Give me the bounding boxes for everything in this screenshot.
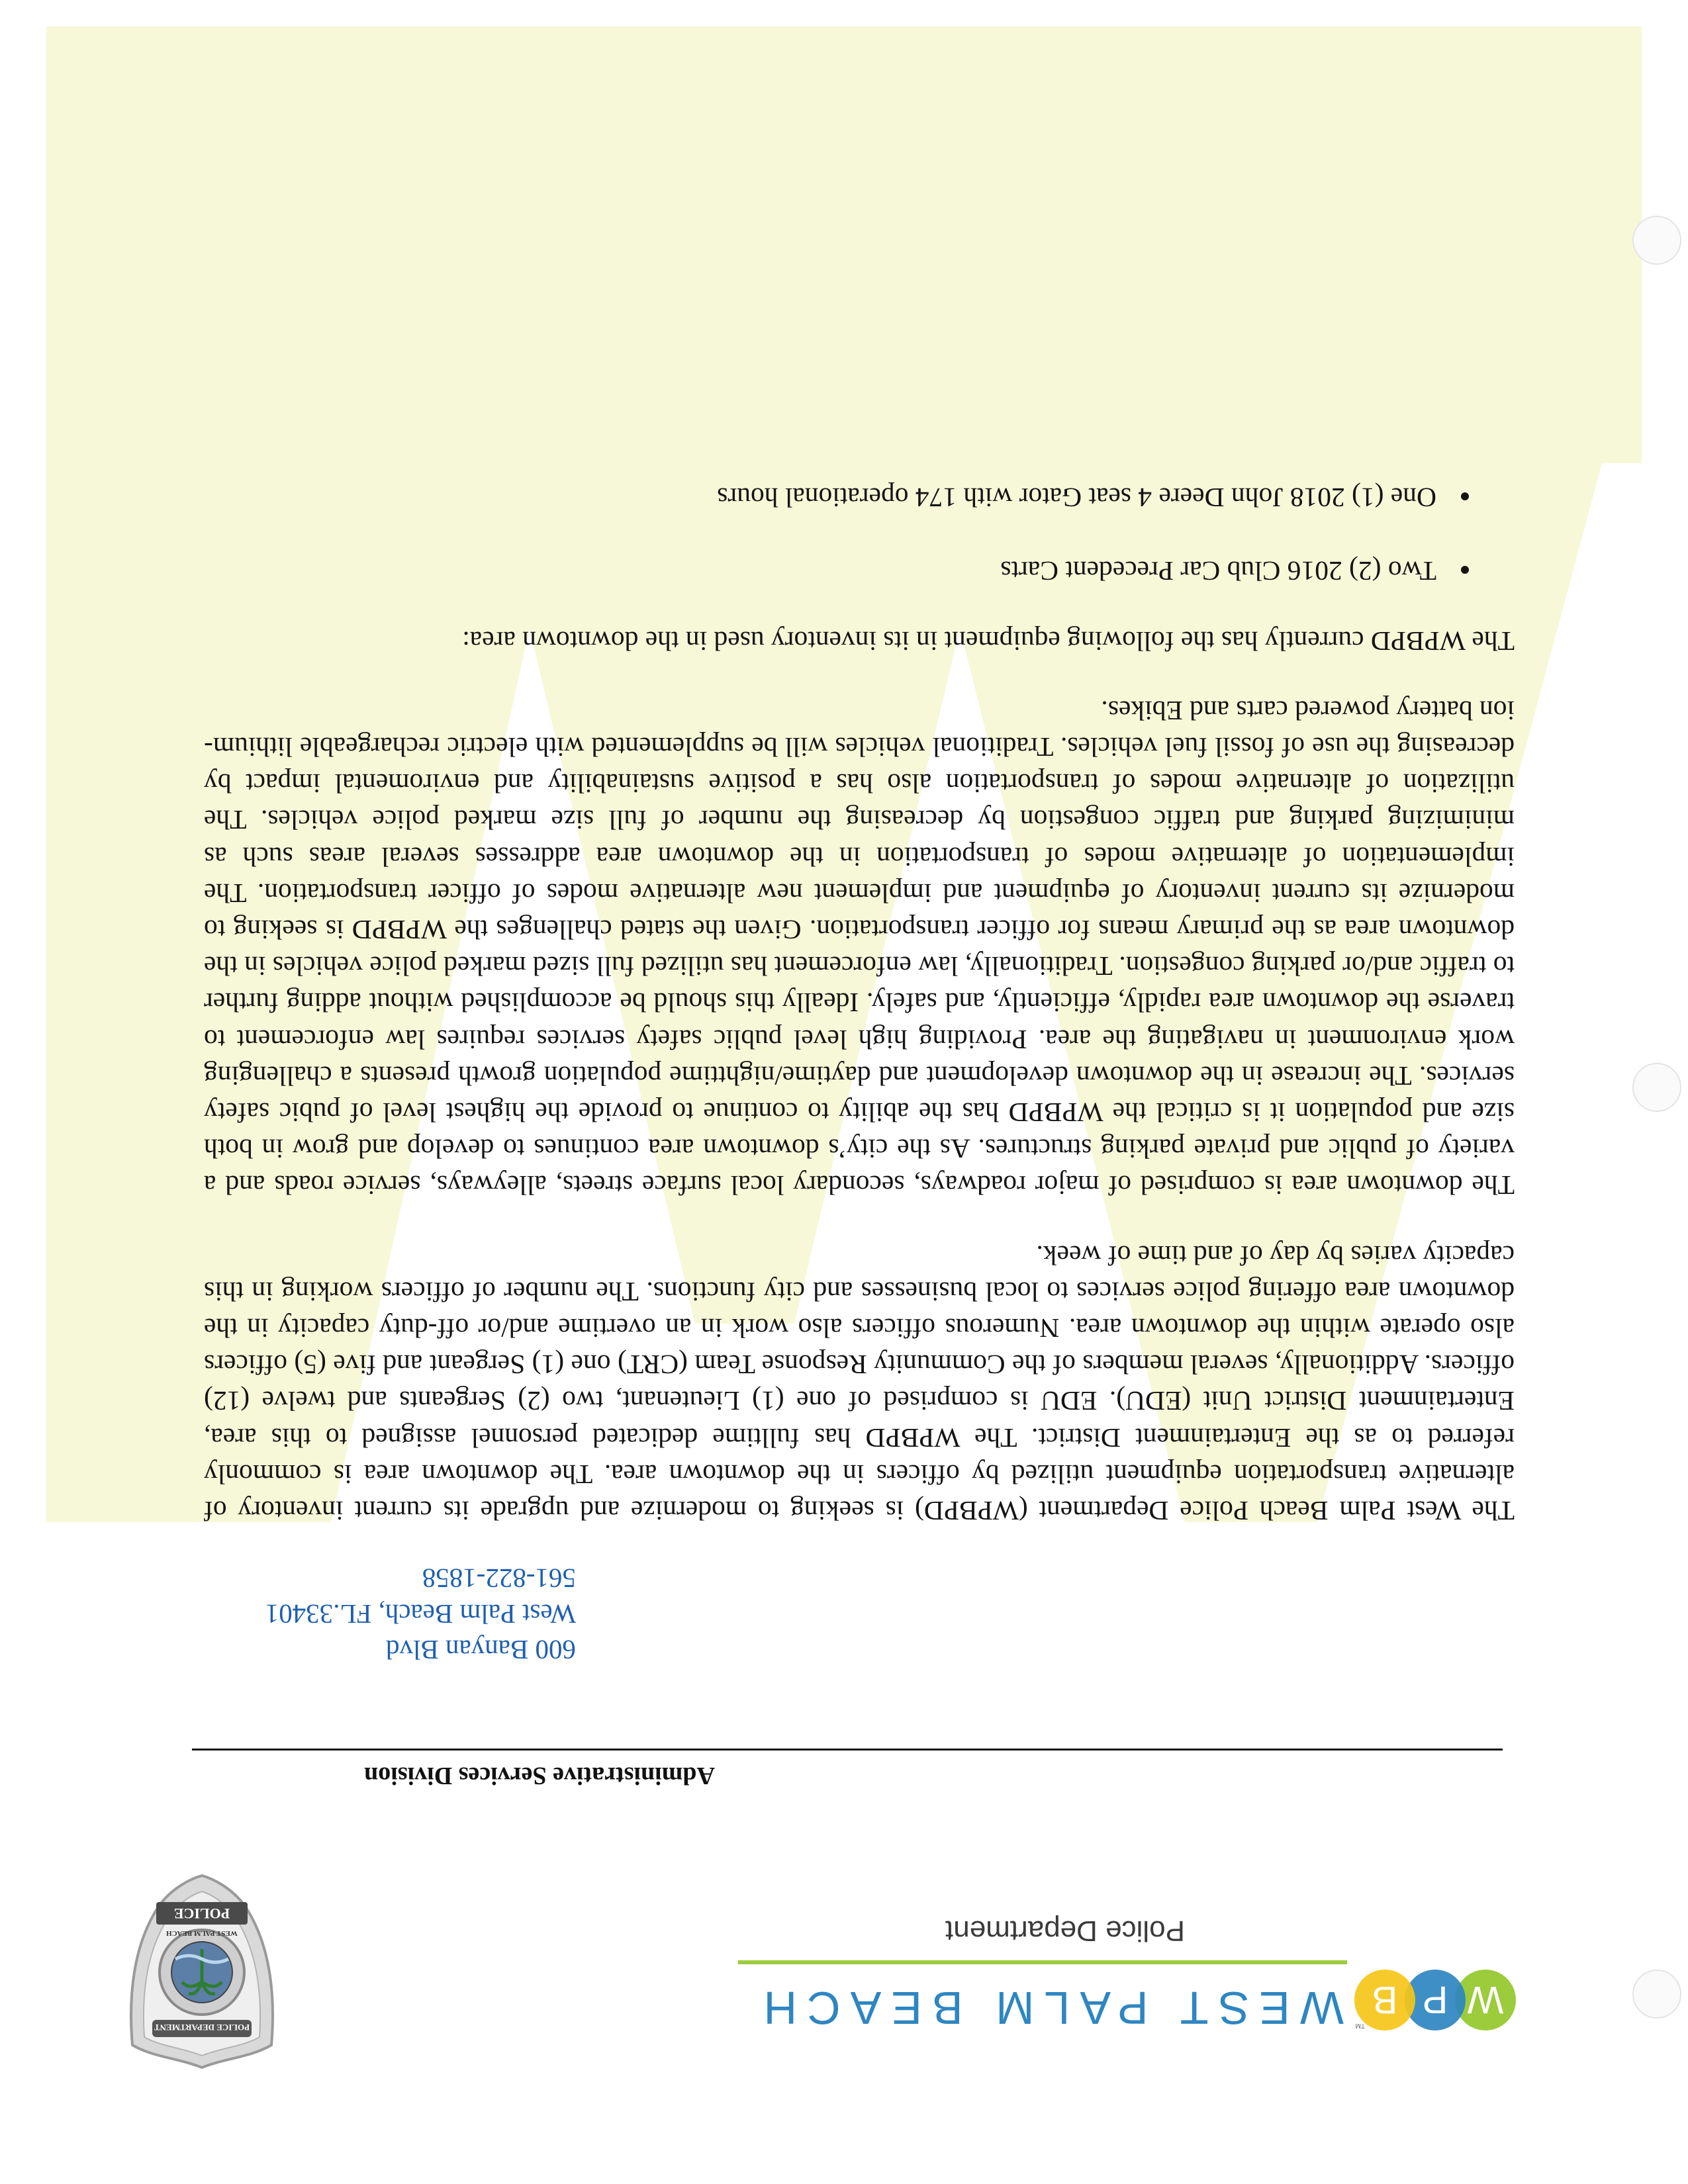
address-block [265,1561,576,1668]
division-rule [192,1749,1503,1751]
city-wordmark: WEST PALM BEACH [753,1982,1344,2034]
paragraph-inventory: The WPBPD currently has the following equipment in its inventory used in the downtown area: [462,625,1515,657]
equipment-item-gator: • One (1) 2018 John Deere 4 seat Gator with 174 operational hours [204,479,1448,516]
paragraph-intro: The West Palm Beach Police Department (WPBPD) is seeking to modernize and upgrade its current inventory of alternative transportation equipment utilized by officers in the downtown area. The downtown area is commonly referred to as the Entertainment District. The WPBPD has fulltime dedicated personnel assigned to this area, Entertainment District Unit (EDU). EDU is comprised of one (1) Lieutenant, two (2) Sergeants and twelve (12) officers. Additionally, several members of the Community Response Team (CRT) one (1) Sergeant and five (5) officers also operate within the downtown area. Numerous officers also work in an overtime and/or off-duty capacity in the downtown area offering police services to local businesses and city functions. The number of officers working in this capacity varies by day of and time of week. [204,1240,1515,1526]
logo-letter-b: B [1372,1978,1398,2021]
division-title: Administrative Services Division [364,1762,715,1790]
letterhead-rule [738,1960,1347,1964]
address-city: West Palm Beach, FL.33401 [265,1599,576,1629]
logo-letter-w: W [1467,1978,1504,2021]
address-phone: 561-822-1858 [422,1563,576,1594]
trademark-mark: TM [1355,2022,1365,2029]
police-badge [126,1873,278,2071]
department-label: Police Department [945,1915,1185,1947]
equipment-list [204,479,1515,589]
punch-hole-bottom [1632,216,1681,265]
punch-hole-top [1632,1970,1681,2019]
punch-hole-middle [1632,1063,1681,1112]
badge-text-city: WEST PALM BEACH [166,1929,238,1937]
badge-text-banner: POLICE [173,1905,230,1922]
address-street: 600 Banyan Blvd [386,1635,576,1665]
logo-letter-p: P [1422,1978,1448,2021]
letter-body [204,442,1515,1529]
paragraph-downtown: The downtown area is comprised of major roadways, secondary local surface streets, alleyways, service roads and a variety of public and private parking structures. As the city’s downtown area continues to develop and grow in both size and population it is critical the WPBPD has the ability to continue to provide the highest level of pubic safety services. The increase in the downtown development and daytime/nighttime population growth presents a challenging work environment in navigating the area. Providing high level public safety services requires law enforcement to traverse the downtown area rapidly, efficiently, and safely. Ideally this should be accomplished without adding further to traffic and/or parking congestion. Traditionally, law enforcement has utilized full sized marked police vehicles in the downtown area as the primary means for officer transportation. Given the stated challenges the WPBPD is seeking to modernize its current inventory of equipment and implement new alternative modes of officer transportation. The implementation of alternative modes of transportation in the downtown area addresses several areas such as minimizing parking and traffic congestion by decreasing the number of full size marked police vehicles. The utilization of alternative modes of transportation also has a positive sustainability and enviromental impact by decreasing the use of fossil fuel vehicles. Traditional vehicles will be supplemented with electric rechargeable lithium-ion battery powered carts and Ebikes. [204,695,1515,1201]
badge-text-top: POLICE DEPARTMENT [154,2023,250,2032]
wpb-logo [1352,1968,1517,2032]
equipment-item-carts: • Two (2) 2016 Club Car Precedent Carts [204,553,1448,589]
